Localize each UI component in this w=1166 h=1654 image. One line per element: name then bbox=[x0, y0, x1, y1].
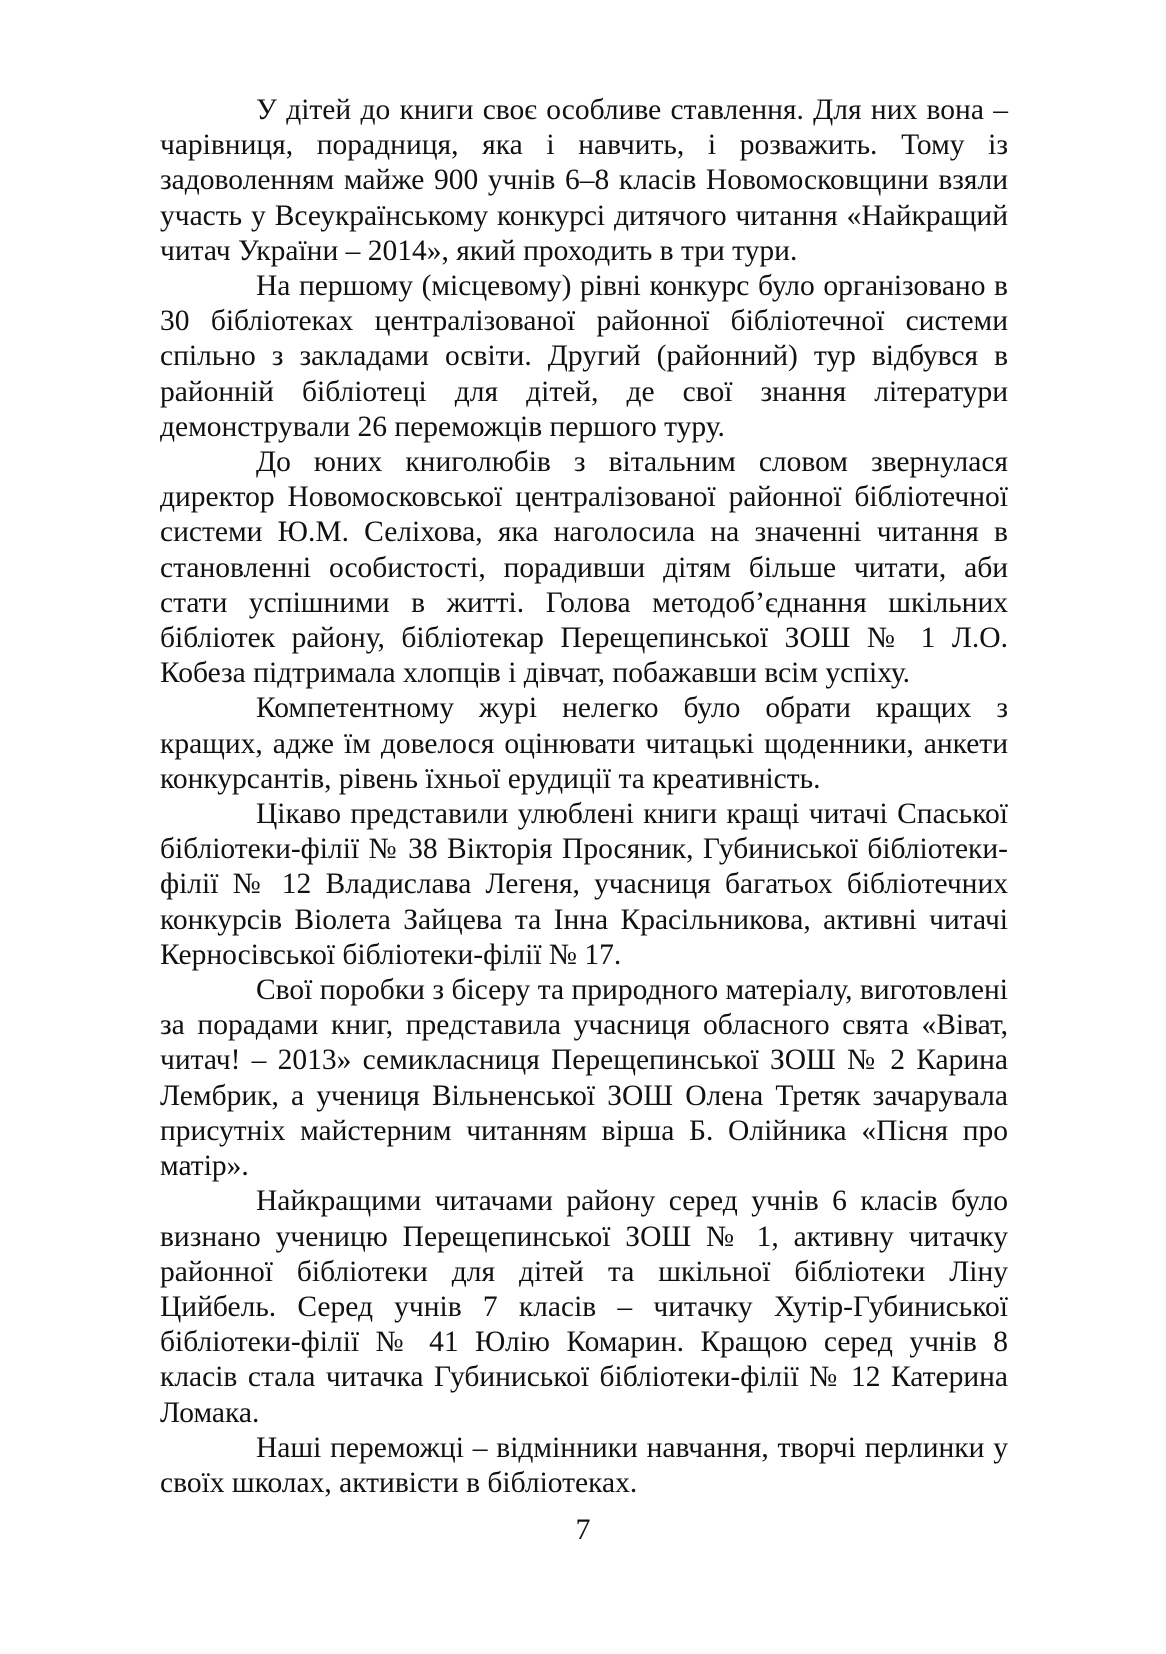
paragraph-2: На першому (місцевому) рівні конкурс було організовано в 30 бібліотеках централізованої районної бібліотечної системи спільно з закладами освіти. Другий (районний) тур відбувся в районній бібліотеці для дітей, де свої знання літератури демонстрували 26 переможців першого туру. bbox=[160, 270, 1008, 443]
paragraph-7: Найкращими читачами району серед учнів 6 класів було визнано ученицю Перещепинської ЗОШ № 1, активну читачку районної бібліотеки для дітей та шкільної бібліотеки Ліну Цийбель. Серед учнів 7 класів – читачку Хутір-Губиниської бібліотеки-філії № 41 Юлію Комарин. Кращою серед учнів 8 класів стала читачка Губиниської бібліотеки-філії № 12 Катерина Ломака. bbox=[160, 1185, 1008, 1429]
paragraph-5: Цікаво представили улюблені книги кращі читачі Спаської бібліотеки-філії № 38 Вікторія Просяник, Губиниської бібліотеки-філії № 12 Владислава Легеня, учасниця багатьох бібліотечних конкурсів Віолета Зайцева та Інна Красільникова, активні читачі Керносівської бібліотеки-філії № 17. bbox=[160, 798, 1008, 971]
paragraph-8: Наші переможці – відмінники навчання, творчі перлинки у своїх школах, активісти в бібліотеках. bbox=[160, 1431, 1008, 1499]
paragraph-4: Компетентному журі нелегко було обрати кращих з кращих, адже їм довелося оцінювати читацькі щоденники, анкети конкурсантів, рівень їхньої ерудиції та креативність. bbox=[160, 692, 1008, 795]
paragraph-1: У дітей до книги своє особливе ставлення. Для них вона – чарівниця, порадниця, яка і навчить, і розважить. Тому із задоволенням майже 900 учнів 6–8 класів Новомосковщини взяли участь у Всеукраїнському конкурсі дитячого читання «Найкращий читач України – 2014», який проходить в три тури. bbox=[160, 94, 1008, 267]
body-text bbox=[160, 93, 1008, 1501]
page-number: 7 bbox=[575, 1513, 591, 1546]
paragraph-3: До юних книголюбів з вітальним словом звернулася директор Новомосковської централізованої районної бібліотечної системи Ю.М. Селіхова, яка наголосила на значенні читання в становленні особистості, порадивши дітям більше читати, аби стати успішними в житті. Голова методоб’єднання шкільних бібліотек району, бібліотекар Перещепинської ЗОШ № 1 Л.О. Кобеза підтримала хлопців і дівчат, побажавши всім успіху. bbox=[160, 446, 1008, 690]
paragraph-6: Свої поробки з бісеру та природного матеріалу, виготовлені за порадами книг, представила учасниця обласного свята «Віват, читач! – 2013» семикласниця Перещепинської ЗОШ № 2 Карина Лембрик, а учениця Вільненської ЗОШ Олена Третяк зачарувала присутніх майстерним читанням вірша Б. Олійника «Пісня про матір». bbox=[160, 974, 1008, 1183]
